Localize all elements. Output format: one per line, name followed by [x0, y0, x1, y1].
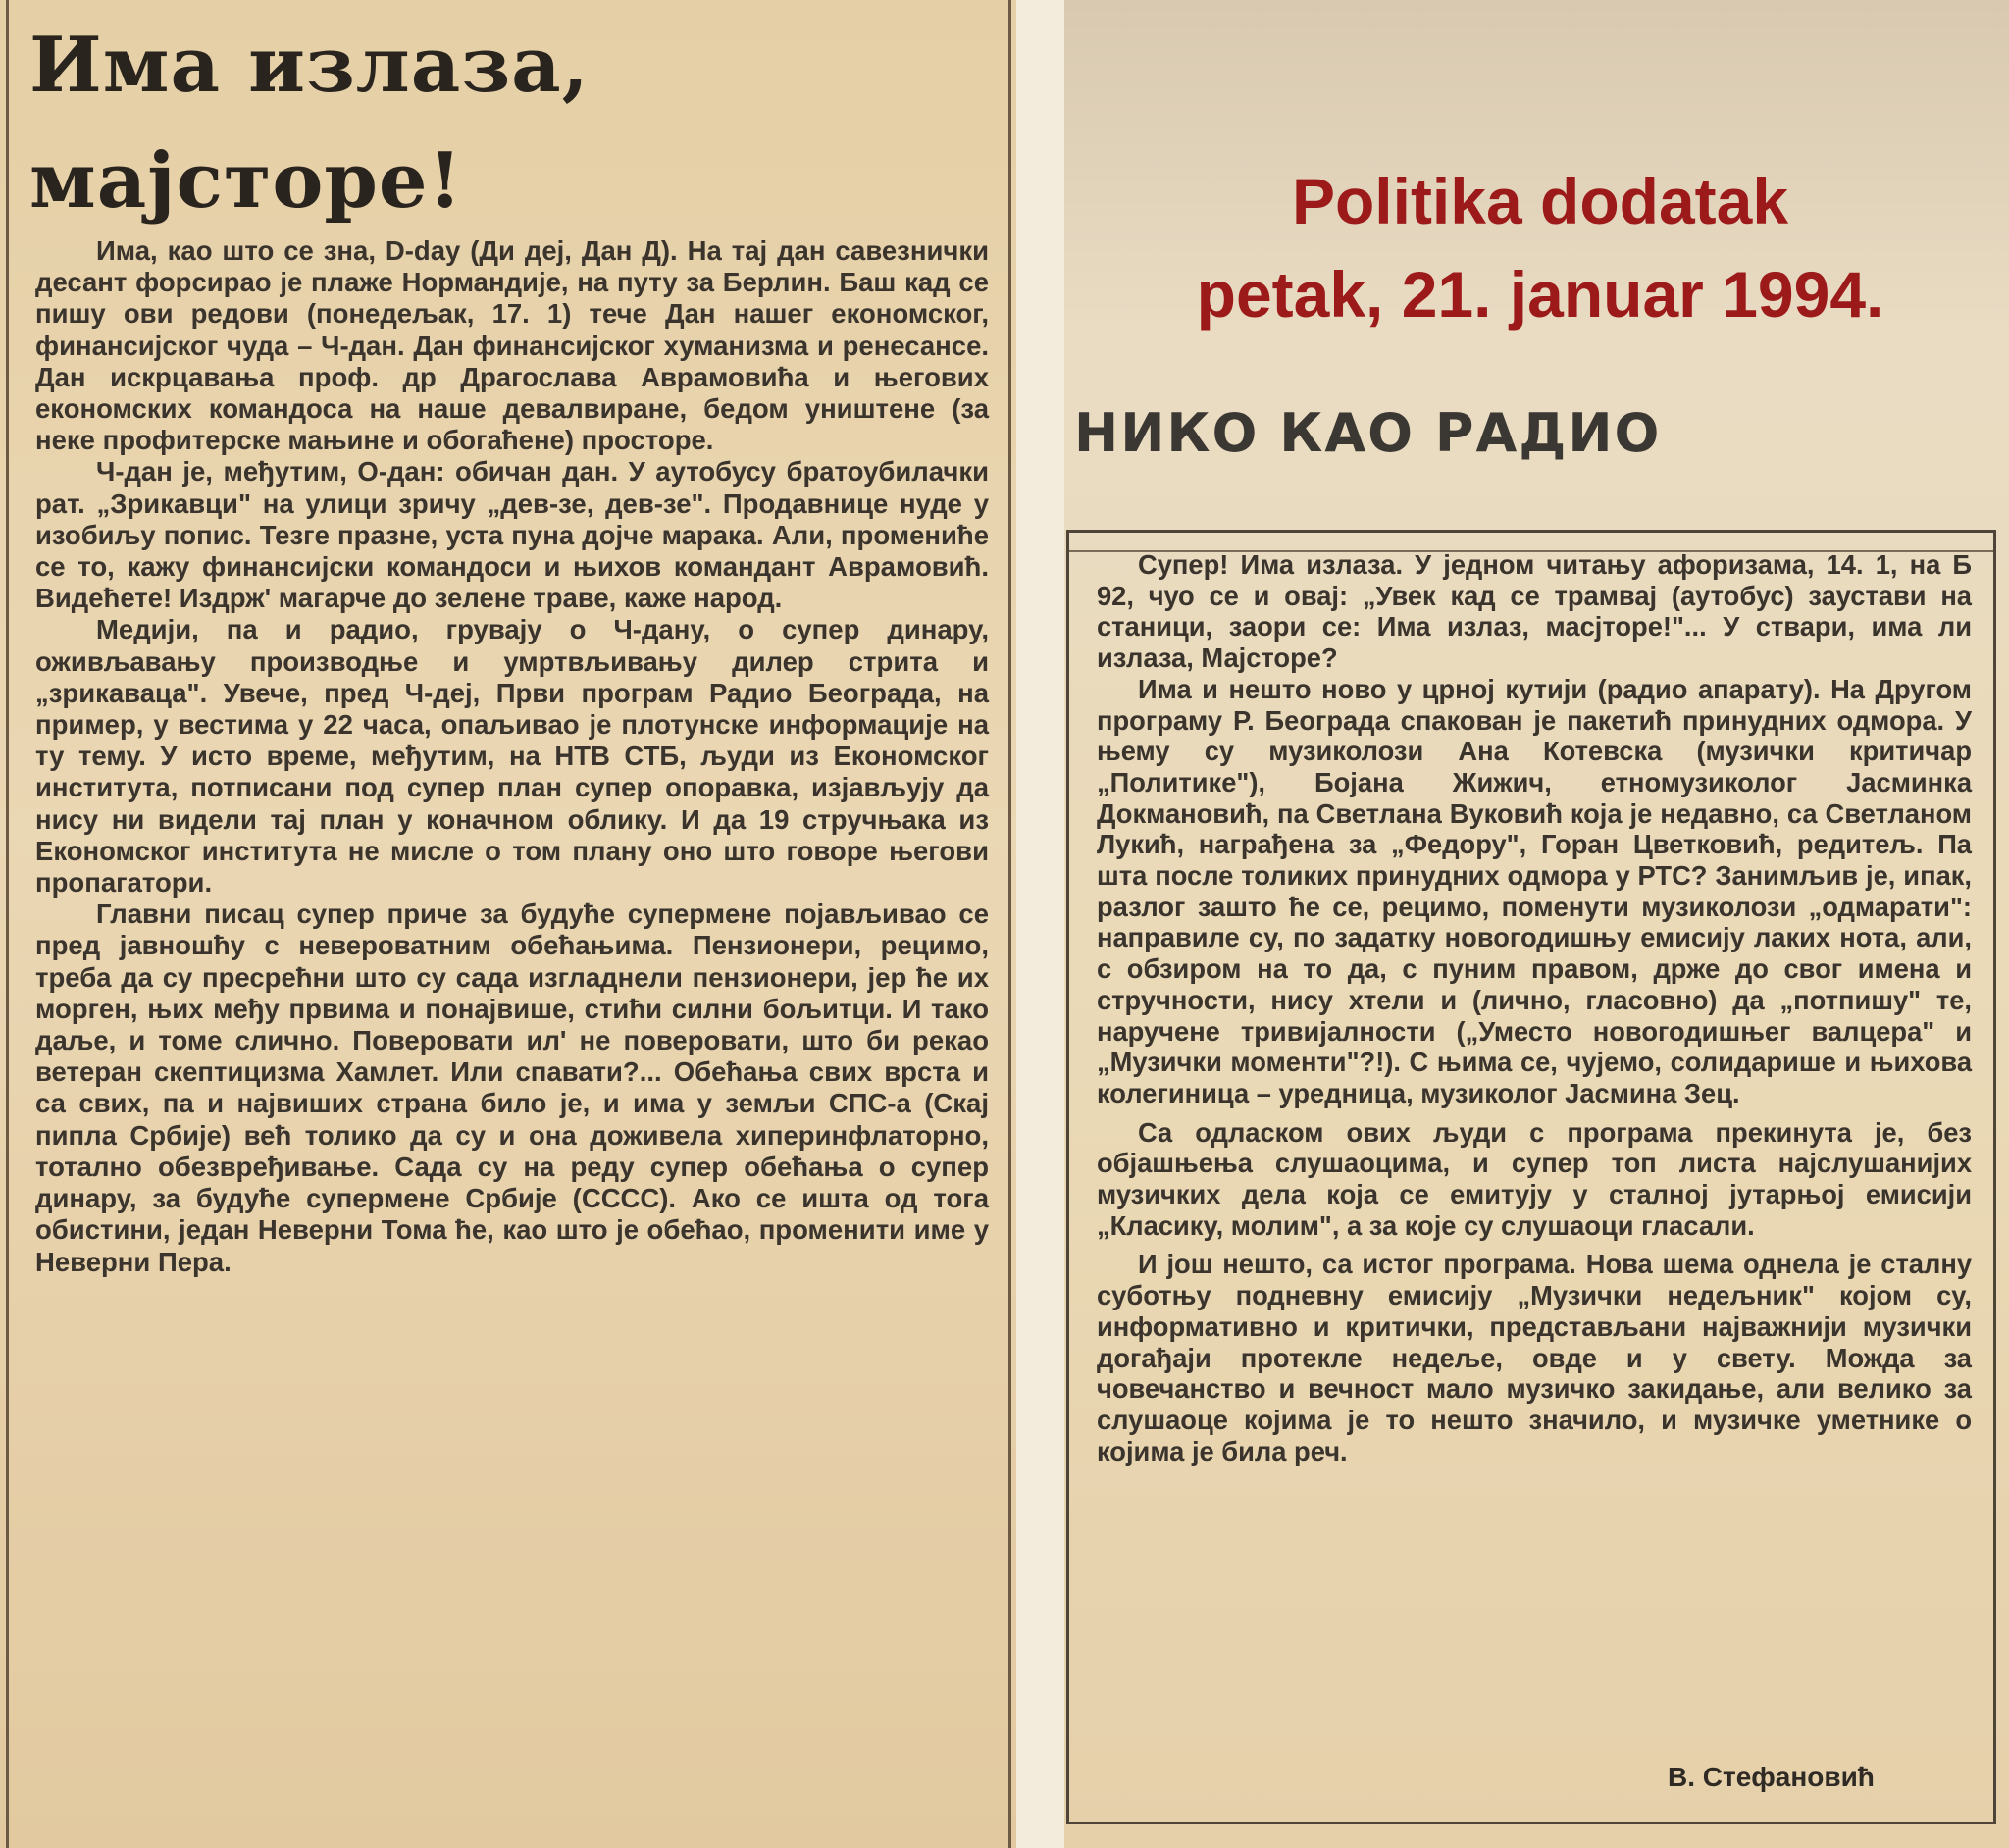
- right-paragraph-2: Има и нешто ново у црној кутији (радио апарату). На Другом програму Р. Београда спакован је пакетић принудних одмора. У њему су музиколози Ана Котевска (музички критичар „Политике"), Бојана Жижич, етномузиколог Јасминка Докмановић, па Светлана Вуковић која је недавно, са Светланом Лукић, награђена за „Федору", Горан Цветковић, редитељ. Па шта после толиких принудних одмора у РТС? Занимљив је, ипак, разлог зашто ће се, рецимо, поменути музиколози „одмарати": направиле су, по задатку новогодишњу емисију лаких нота, али, с обзиром на то да, с пуним правом, држе до свог имена и стручности, нису хтели и (лично, гласовно) да „потпишу" те, наручене тривијалности („Уместо новогодишњег валцера" и „Музички моменти"?!). С њима се, чујемо, солидарише и њихова колегиница – уредница, музиколог Јасмина Зец.: [1097, 673, 1972, 1108]
- column-rule-left: [6, 0, 9, 1848]
- headline-line-2: мајсторе!: [29, 136, 463, 226]
- left-paragraph-1: Има, као што се зна, D-day (Ди деј, Дан Д). На тај дан савезнички десант форсирао је плаже Нормандије, на путу за Берлин. Баш кад се пишу ови редови (понедељак, 17. 1) тече Дан нашег економског, финансијског чуда – Ч-дан. Дан финансијског хуманизма и ренесансе. Дан искрцавања проф. др Драгослава Аврамовића и његових економских командоса на наше девалвиране, бедом уништене (за неке профитерске мањине и обогаћене) просторе.: [35, 235, 989, 456]
- left-paragraph-2: Ч-дан је, међутим, О-дан: обичан дан. У аутобусу братоубилачки рат. „Зрикавци" на улици зричу „дев-зе, дев-зе". Продавнице нуде у изобиљу попис. Тезге празне, уста пуна дојче марака. Али, промениће се то, кажу финансијски командоси и њихов командант Аврамовић. Видећете! Издрж' магарче до зелене траве, каже народ.: [35, 456, 989, 614]
- paragraph-gap: [1097, 1109, 1972, 1117]
- caption-line-2: petak, 21. januar 1994.: [1196, 258, 1884, 331]
- right-article-body: [1097, 549, 1972, 1466]
- author-signature: В. Стефановић: [1668, 1762, 1875, 1792]
- publication-caption: [1084, 155, 1996, 341]
- section-title: НИКО КАО РАДИО: [1074, 402, 1662, 464]
- right-paragraph-4: И још нешто, са истог програма. Нова шема однела је сталну суботњу подневну емисију „Музички недељник" којом су, информативно и критички, представљани најважнији музички догађаји протекле недеље, овде и у свету. Можда за човечанство и вечност мало музичко закидање, али велико за слушаоце којима је то нешто значило, и музичке уметнике о којима је била реч.: [1097, 1249, 1972, 1466]
- article-headline: [29, 8, 971, 239]
- page-divider: [1016, 0, 1064, 1848]
- left-article-body: [35, 235, 989, 1278]
- right-paragraph-1: Супер! Има излаза. У једном читању афоризама, 14. 1, на Б 92, чуо се и овај: „Увек кад се трамвај (аутобус) заустави на станици, заори се: Има излаз, масјторе!"... У ствари, има ли излаза, Мајсторе?: [1097, 549, 1972, 674]
- paragraph-gap: [1097, 1241, 1972, 1249]
- column-rule-right: [1008, 0, 1011, 1848]
- headline-line-1: Има излаза,: [29, 21, 590, 110]
- caption-line-1: Politika dodatak: [1291, 165, 1789, 237]
- right-paragraph-3: Са одласком ових људи с програма прекинута је, без објашњења слушаоцима, и супер топ листа најслушанијих музичких дела која се емитују у сталној јутарњој емисији „Класику, молим", а за које су слушаоци гласали.: [1097, 1116, 1972, 1241]
- left-paragraph-4: Главни писац супер приче за будуће супермене појављивао се пред јавношћу с невероватним обећањима. Пензионери, рецимо, треба да су пресрећни што су сада изгладнели пензионери, јер ће их морген, њих међу првима и понајвише, стићи силни бољитци. И тако даље, и томе слично. Поверовати ил' не поверовати, што би рекао ветеран скептицизма Хамлет. Или спавати?... Обећања свих врста и са свих, па и највиших страна било је, и има у земљи СПС-а (Скај пипла Србије) већ толико да су и она доживела хиперинфлаторно, тотално обезвређивање. Сада су на реду супер обећања о супер динару, за будуће супермене Србије (СССС). Ако се ишта од тога обистини, један Неверни Тома ће, као што је обећао, променити име у Неверни Пера.: [35, 898, 989, 1277]
- left-paragraph-3: Медији, па и радио, грувају о Ч-дану, о супер динару, оживљавању производње и умртвљивању дилер стрита и „зрикаваца". Увече, пред Ч-деј, Први програм Радио Београда, на пример, у вестима у 22 часа, опаљивао је плотунске информације на ту тему. У исто време, међутим, на НТВ СТБ, људи из Економског института, потписани под супер план супер опоравка, изјављују да нису ни видели тај план у коначном облику. И да 19 стручњака из Економског института не мисле о том плану оно што говоре његови пропагатори.: [35, 614, 989, 898]
